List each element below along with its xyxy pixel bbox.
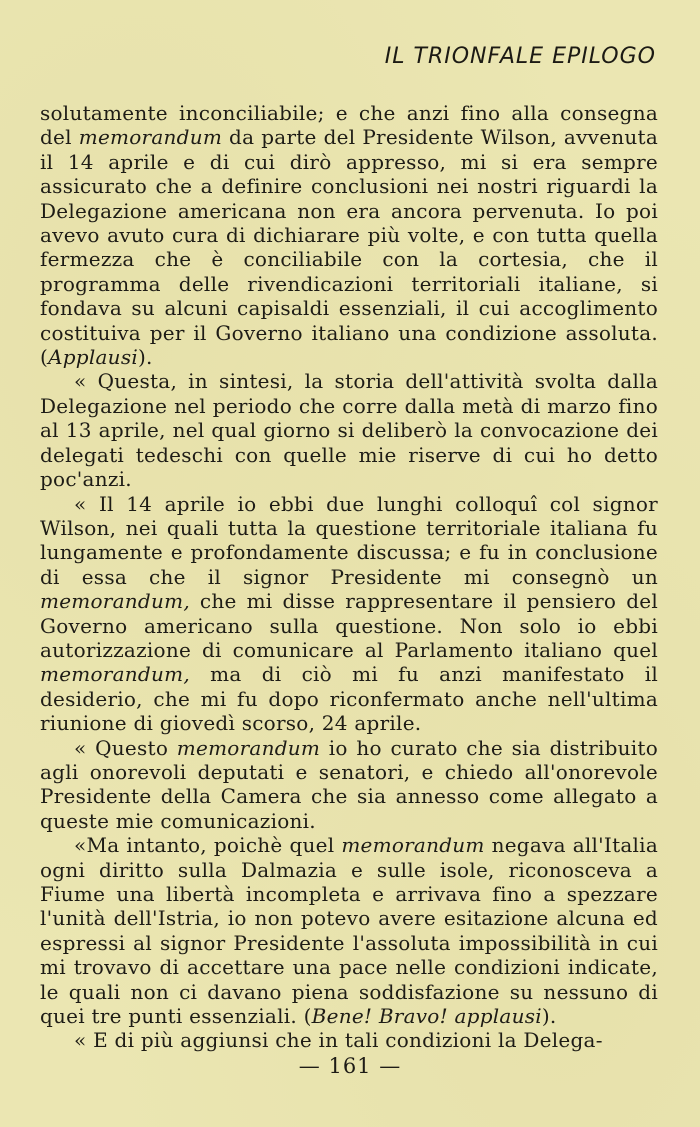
text-run: solutamente inconciliabile; e che anzi fino alla consegna del	[40, 101, 658, 150]
text-run: « Il 14 aprile io ebbi due lunghi colloquî col signor Wilson, nei quali tutta la questione territoriale italiana fu lungamente e profondamente discussa; e fu in conclusione di essa che il signor Presidente mi consegnò un	[40, 491, 658, 589]
text-run: «Ma intanto, poichè quel	[74, 833, 342, 858]
page-number: — 161 —	[298, 1054, 402, 1078]
text-run: da parte del Presidente Wilson, avvenuta il 14 aprile e di cui dirò appresso, mi si era sempre assicurato che a definire conclusioni nei nostri riguardi la Delegazione americana non era ancora pervenuta. Io poi avevo avuto cura di dichiarare più volte, e con tutta quella fermezza che è conciliabile con la cortesia, che il programma delle rivendicazioni territoriali italiane, si fondava su alcuni capisaldi essenziali, il cui accoglimento costituiva per il Governo italiano una condizione assoluta. (	[40, 125, 658, 370]
paragraph-6	[40, 1028, 658, 1052]
italic-run: memorandum	[78, 125, 223, 150]
paragraph-1	[40, 101, 658, 369]
text-run: « E di più aggiunsi che in tali condizioni la Delega-	[74, 1028, 603, 1053]
italic-run: Applausi	[48, 345, 138, 370]
text-run: negava all'Italia ogni diritto sulla Dalmazia e sulle isole, riconosceva a Fiume una libertà incompleta e arrivava fino a spezzare l'unità dell'Istria, io non potevo avere esitazione alcuna ed espressi al signor Presidente l'assoluta impossibilità in cui mi trovavo di accettare una pace nelle condizioni indicate, le quali non ci davano piena soddisfazione su nessuno di quei tre punti essenziali. (	[40, 833, 658, 1029]
paragraph-2	[40, 369, 658, 491]
italic-run: memorandum,	[40, 662, 190, 687]
running-header: IL TRIONFALE EPILOGO	[384, 44, 656, 69]
italic-run: memorandum,	[40, 589, 190, 614]
text-run: io ho curato che sia distribuito agli onorevoli deputati e senatori, e chiedo all'onorevole Presidente della Camera che sia annesso come allegato a queste mie comunicazioni.	[40, 735, 658, 833]
text-run: ma di ciò mi fu anzi manifestato il desiderio, che mi fu dopo riconfermato anche nell'ultima riunione di giovedì scorso, 24 aprile.	[40, 662, 658, 736]
text-run: « Questo	[74, 735, 177, 760]
text-run: ).	[137, 345, 153, 370]
paragraph-3	[40, 492, 658, 736]
italic-run: Bene! Bravo! applausi	[311, 1004, 542, 1029]
text-run: che mi disse rappresentare il pensiero del Governo americano sulla questione. Non solo io ebbi autorizzazione di comunicare al Parlamento italiano quel	[40, 589, 658, 662]
paragraph-5	[40, 833, 658, 1028]
body-text	[40, 101, 658, 1053]
text-run: ).	[541, 1004, 557, 1029]
italic-run: memorandum	[176, 735, 321, 760]
italic-run: memorandum	[341, 833, 485, 858]
paragraph-4	[40, 736, 658, 834]
text-run: « Questa, in sintesi, la storia dell'attività svolta dalla Delegazione nel periodo che corre dalla metà di marzo fino al 13 aprile, nel qual giorno si deliberò la convocazione dei delegati tedeschi con quelle mie riserve di cui ho detto poc'anzi.	[40, 369, 658, 492]
